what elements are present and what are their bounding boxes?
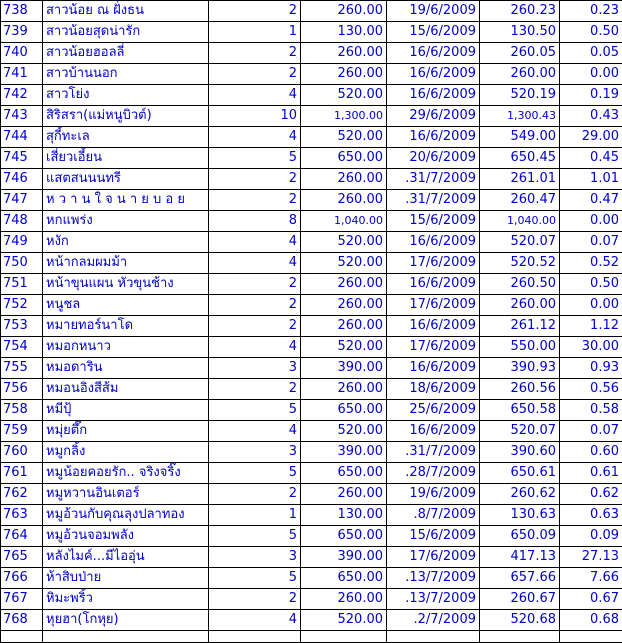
paid-cell[interactable]: 1,300.43 [480,106,560,127]
name-cell[interactable]: หลังไมค์...มีไออุ่น [43,547,209,568]
quantity-cell[interactable]: 3 [209,358,301,379]
name-cell[interactable]: สุกี้ทะเล [43,127,209,148]
paid-cell[interactable]: 520.68 [480,610,560,631]
quantity-cell[interactable]: 4 [209,253,301,274]
table-row [1,43,622,64]
difference-cell[interactable]: 0.50 [560,22,622,43]
price-cell[interactable]: 260.00 [301,43,387,64]
table-row [1,526,622,547]
paid-cell[interactable]: 261.12 [480,316,560,337]
table-row [1,232,622,253]
name-cell[interactable]: หมีปุ้ [43,400,209,421]
quantity-cell[interactable]: 2 [209,43,301,64]
price-cell[interactable]: 130.00 [301,505,387,526]
quantity-cell[interactable]: 3 [209,442,301,463]
name-cell[interactable]: หงัก [43,232,209,253]
date-cell[interactable]: 16/6/2009 [387,127,480,148]
difference-cell[interactable]: 0.62 [560,484,622,505]
paid-cell[interactable]: 260.67 [480,589,560,610]
row-number-cell[interactable]: 762 [1,484,43,505]
quantity-cell[interactable]: 5 [209,568,301,589]
paid-cell[interactable]: 657.66 [480,568,560,589]
row-number-cell[interactable]: 748 [1,211,43,232]
paid-cell[interactable]: 520.52 [480,253,560,274]
paid-cell[interactable]: 650.61 [480,463,560,484]
row-number-cell[interactable]: 747 [1,190,43,211]
table-row [1,85,622,106]
price-cell[interactable]: 520.00 [301,232,387,253]
date-cell[interactable]: 16/6/2009 [387,274,480,295]
paid-cell[interactable]: 390.60 [480,442,560,463]
price-cell[interactable]: 390.00 [301,547,387,568]
row-number-cell[interactable]: 767 [1,589,43,610]
table-row [1,610,622,631]
table-row [1,421,622,442]
paid-cell[interactable]: 130.63 [480,505,560,526]
quantity-cell[interactable]: 4 [209,610,301,631]
name-cell[interactable]: หมูอ้วนกับคุณลุงปลาทอง [43,505,209,526]
date-cell[interactable]: .31/7/2009 [387,169,480,190]
name-cell[interactable]: หิมะพริ้ว [43,589,209,610]
empty-cell[interactable] [301,631,387,643]
row-number-cell[interactable]: 764 [1,526,43,547]
quantity-cell[interactable]: 1 [209,22,301,43]
date-cell[interactable]: .28/7/2009 [387,463,480,484]
table-row [1,169,622,190]
name-cell[interactable]: ห้าสิบป่าย [43,568,209,589]
price-cell[interactable]: 130.00 [301,22,387,43]
difference-cell[interactable]: 7.66 [560,568,622,589]
name-cell[interactable]: หน้ากลมผมม้า [43,253,209,274]
paid-cell[interactable]: 260.50 [480,274,560,295]
paid-cell[interactable]: 390.93 [480,358,560,379]
difference-cell[interactable]: 0.47 [560,190,622,211]
name-cell[interactable]: สิริสรา(แม่หนูบิวต์) [43,106,209,127]
paid-cell[interactable]: 520.07 [480,232,560,253]
row-number-cell[interactable]: 751 [1,274,43,295]
table-row [1,337,622,358]
date-cell[interactable]: 29/6/2009 [387,106,480,127]
date-cell[interactable]: .2/7/2009 [387,610,480,631]
difference-cell[interactable]: 0.50 [560,274,622,295]
date-cell[interactable]: 17/6/2009 [387,295,480,316]
date-cell[interactable]: 17/6/2009 [387,547,480,568]
row-number-cell[interactable]: 765 [1,547,43,568]
paid-cell[interactable]: 260.23 [480,1,560,22]
difference-cell[interactable]: 0.61 [560,463,622,484]
row-number-cell[interactable]: 740 [1,43,43,64]
date-cell[interactable]: .13/7/2009 [387,589,480,610]
table-row [1,274,622,295]
date-cell[interactable]: 16/6/2009 [387,85,480,106]
difference-cell[interactable]: 1.12 [560,316,622,337]
row-number-cell[interactable]: 746 [1,169,43,190]
difference-cell[interactable]: 30.00 [560,337,622,358]
row-number-cell[interactable]: 744 [1,127,43,148]
quantity-cell[interactable]: 2 [209,190,301,211]
name-cell[interactable]: หมูหวานอินเตอร์ [43,484,209,505]
paid-cell[interactable]: 260.00 [480,295,560,316]
table-row [1,106,622,127]
row-number-cell[interactable]: 738 [1,1,43,22]
price-cell[interactable]: 520.00 [301,337,387,358]
empty-cell[interactable] [209,631,301,643]
difference-cell[interactable]: 0.63 [560,505,622,526]
quantity-cell[interactable]: 5 [209,400,301,421]
table-row [1,22,622,43]
price-cell[interactable]: 520.00 [301,127,387,148]
difference-cell[interactable]: 0.19 [560,85,622,106]
paid-cell[interactable]: 549.00 [480,127,560,148]
paid-cell[interactable]: 550.00 [480,337,560,358]
difference-cell[interactable]: 0.07 [560,232,622,253]
row-number-cell[interactable]: 749 [1,232,43,253]
quantity-cell[interactable]: 2 [209,316,301,337]
paid-cell[interactable]: 260.00 [480,64,560,85]
difference-cell[interactable]: 0.23 [560,1,622,22]
name-cell[interactable]: หน้าขุนแผน หัวขุนช้าง [43,274,209,295]
price-cell[interactable]: 260.00 [301,295,387,316]
quantity-cell[interactable]: 5 [209,463,301,484]
row-number-cell[interactable]: 752 [1,295,43,316]
difference-cell[interactable]: 0.58 [560,400,622,421]
difference-cell[interactable]: 0.56 [560,379,622,400]
paid-cell[interactable]: 260.05 [480,43,560,64]
difference-cell[interactable]: 0.93 [560,358,622,379]
name-cell[interactable]: สาวน้อยฮอลลี่ [43,43,209,64]
table-body [1,1,622,643]
date-cell[interactable]: 15/6/2009 [387,526,480,547]
name-cell[interactable]: หนูชล [43,295,209,316]
table-row-partial [1,631,622,643]
quantity-cell[interactable]: 2 [209,484,301,505]
price-cell[interactable]: 260.00 [301,484,387,505]
date-cell[interactable]: 16/6/2009 [387,421,480,442]
difference-cell[interactable]: 29.00 [560,127,622,148]
row-number-cell[interactable]: 766 [1,568,43,589]
date-cell[interactable]: 15/6/2009 [387,22,480,43]
price-cell[interactable]: 650.00 [301,400,387,421]
paid-cell[interactable]: 260.56 [480,379,560,400]
price-cell[interactable]: 650.00 [301,568,387,589]
empty-cell[interactable] [1,631,43,643]
date-cell[interactable]: 17/6/2009 [387,253,480,274]
row-number-cell[interactable]: 743 [1,106,43,127]
paid-cell[interactable]: 261.01 [480,169,560,190]
row-number-cell[interactable]: 754 [1,337,43,358]
table-row [1,505,622,526]
quantity-cell[interactable]: 4 [209,85,301,106]
row-number-cell[interactable]: 745 [1,148,43,169]
price-cell[interactable]: 520.00 [301,421,387,442]
price-cell[interactable]: 260.00 [301,379,387,400]
table-row [1,64,622,85]
table-row [1,316,622,337]
row-number-cell[interactable]: 742 [1,85,43,106]
price-cell[interactable]: 260.00 [301,64,387,85]
paid-cell[interactable]: 1,040.00 [480,211,560,232]
table-row [1,379,622,400]
table-row [1,484,622,505]
empty-cell[interactable] [387,631,480,643]
name-cell[interactable]: สาวน้อยสุดน่ารัก [43,22,209,43]
difference-cell[interactable]: 0.45 [560,148,622,169]
row-number-cell[interactable]: 759 [1,421,43,442]
difference-cell[interactable]: 0.00 [560,295,622,316]
paid-cell[interactable]: 417.13 [480,547,560,568]
name-cell[interactable]: หุยฮา(โกหุย) [43,610,209,631]
table-row [1,463,622,484]
table-row [1,1,622,22]
price-cell[interactable]: 260.00 [301,274,387,295]
price-cell[interactable]: 390.00 [301,442,387,463]
row-number-cell[interactable]: 768 [1,610,43,631]
table-row [1,358,622,379]
table-row [1,148,622,169]
table-row [1,127,622,148]
name-cell[interactable]: หมอดาริน [43,358,209,379]
price-cell[interactable]: 390.00 [301,358,387,379]
paid-cell[interactable]: 650.45 [480,148,560,169]
date-cell[interactable]: 15/6/2009 [387,211,480,232]
price-cell[interactable]: 650.00 [301,463,387,484]
price-cell[interactable]: 1,300.00 [301,106,387,127]
name-cell[interactable]: หกแพร่ง [43,211,209,232]
row-number-cell[interactable]: 739 [1,22,43,43]
price-cell[interactable]: 260.00 [301,316,387,337]
price-cell[interactable]: 260.00 [301,169,387,190]
name-cell[interactable]: หมูกลิ้ง [43,442,209,463]
difference-cell[interactable]: 0.43 [560,106,622,127]
name-cell[interactable]: หมูน้อยคอยรัก.. จริงจริ๊ง [43,463,209,484]
quantity-cell[interactable]: 2 [209,589,301,610]
quantity-cell[interactable]: 4 [209,421,301,442]
difference-cell[interactable]: 27.13 [560,547,622,568]
table-row [1,568,622,589]
date-cell[interactable]: 20/6/2009 [387,148,480,169]
row-number-cell[interactable]: 756 [1,379,43,400]
row-number-cell[interactable]: 758 [1,400,43,421]
paid-cell[interactable]: 260.62 [480,484,560,505]
date-cell[interactable]: 16/6/2009 [387,232,480,253]
row-number-cell[interactable]: 763 [1,505,43,526]
table-row [1,400,622,421]
quantity-cell[interactable]: 8 [209,211,301,232]
name-cell[interactable]: หมูอ้วนจอมพลัง [43,526,209,547]
price-cell[interactable]: 520.00 [301,610,387,631]
quantity-cell[interactable]: 2 [209,169,301,190]
difference-cell[interactable]: 0.52 [560,253,622,274]
row-number-cell[interactable]: 760 [1,442,43,463]
difference-cell[interactable]: 0.67 [560,589,622,610]
date-cell[interactable]: 25/6/2009 [387,400,480,421]
quantity-cell[interactable]: 2 [209,1,301,22]
name-cell[interactable]: หมอนอิงสีส้ม [43,379,209,400]
date-cell[interactable]: 19/6/2009 [387,484,480,505]
name-cell[interactable]: หมุ่ยตึ๊ก [43,421,209,442]
price-cell[interactable]: 650.00 [301,148,387,169]
quantity-cell[interactable]: 10 [209,106,301,127]
date-cell[interactable]: 16/6/2009 [387,358,480,379]
difference-cell[interactable]: 0.05 [560,43,622,64]
date-cell[interactable]: 17/6/2009 [387,337,480,358]
quantity-cell[interactable]: 4 [209,232,301,253]
difference-cell[interactable]: 0.68 [560,610,622,631]
name-cell[interactable]: สาวบ้านนอก [43,64,209,85]
table-row [1,253,622,274]
row-number-cell[interactable]: 761 [1,463,43,484]
paid-cell[interactable]: 130.50 [480,22,560,43]
price-cell[interactable]: 520.00 [301,85,387,106]
price-cell[interactable]: 520.00 [301,253,387,274]
row-number-cell[interactable]: 755 [1,358,43,379]
name-cell[interactable]: หมายทอร์นาโด [43,316,209,337]
price-cell[interactable]: 260.00 [301,190,387,211]
empty-cell[interactable] [560,631,622,643]
difference-cell[interactable]: 0.00 [560,211,622,232]
price-cell[interactable]: 260.00 [301,589,387,610]
table-row [1,547,622,568]
quantity-cell[interactable]: 2 [209,379,301,400]
date-cell[interactable]: .31/7/2009 [387,442,480,463]
empty-cell[interactable] [43,631,209,643]
difference-cell[interactable]: 0.00 [560,64,622,85]
paid-cell[interactable]: 650.58 [480,400,560,421]
empty-cell[interactable] [480,631,560,643]
quantity-cell[interactable]: 2 [209,274,301,295]
difference-cell[interactable]: 0.07 [560,421,622,442]
date-cell[interactable]: .8/7/2009 [387,505,480,526]
name-cell[interactable]: แสตสนนนทรี [43,169,209,190]
price-cell[interactable]: 1,040.00 [301,211,387,232]
name-cell[interactable]: ห ว า น ใ จ น า ย บ อ ย [43,190,209,211]
date-cell[interactable]: 16/6/2009 [387,64,480,85]
paid-cell[interactable]: 520.19 [480,85,560,106]
quantity-cell[interactable]: 2 [209,64,301,85]
quantity-cell[interactable]: 3 [209,547,301,568]
date-cell[interactable]: 18/6/2009 [387,379,480,400]
table-row [1,442,622,463]
difference-cell[interactable]: 0.60 [560,442,622,463]
date-cell[interactable]: 16/6/2009 [387,43,480,64]
table-row [1,211,622,232]
difference-cell[interactable]: 1.01 [560,169,622,190]
date-cell[interactable]: .31/7/2009 [387,190,480,211]
price-cell[interactable]: 650.00 [301,526,387,547]
quantity-cell[interactable]: 4 [209,127,301,148]
quantity-cell[interactable]: 5 [209,526,301,547]
paid-cell[interactable]: 260.47 [480,190,560,211]
date-cell[interactable]: .13/7/2009 [387,568,480,589]
table-row [1,589,622,610]
price-cell[interactable]: 260.00 [301,1,387,22]
quantity-cell[interactable]: 4 [209,337,301,358]
quantity-cell[interactable]: 5 [209,148,301,169]
row-number-cell[interactable]: 750 [1,253,43,274]
date-cell[interactable]: 19/6/2009 [387,1,480,22]
row-number-cell[interactable]: 741 [1,64,43,85]
table-row [1,295,622,316]
paid-cell[interactable]: 520.07 [480,421,560,442]
name-cell[interactable]: สาวน้อย ณ ฝั่งธน [43,1,209,22]
name-cell[interactable]: เสี่ยวเอี้ยน [43,148,209,169]
name-cell[interactable]: สาวโย่ง [43,85,209,106]
difference-cell[interactable]: 0.09 [560,526,622,547]
quantity-cell[interactable]: 1 [209,505,301,526]
date-cell[interactable]: 16/6/2009 [387,316,480,337]
quantity-cell[interactable]: 2 [209,295,301,316]
row-number-cell[interactable]: 753 [1,316,43,337]
table-row [1,190,622,211]
name-cell[interactable]: หมอกหนาว [43,337,209,358]
paid-cell[interactable]: 650.09 [480,526,560,547]
